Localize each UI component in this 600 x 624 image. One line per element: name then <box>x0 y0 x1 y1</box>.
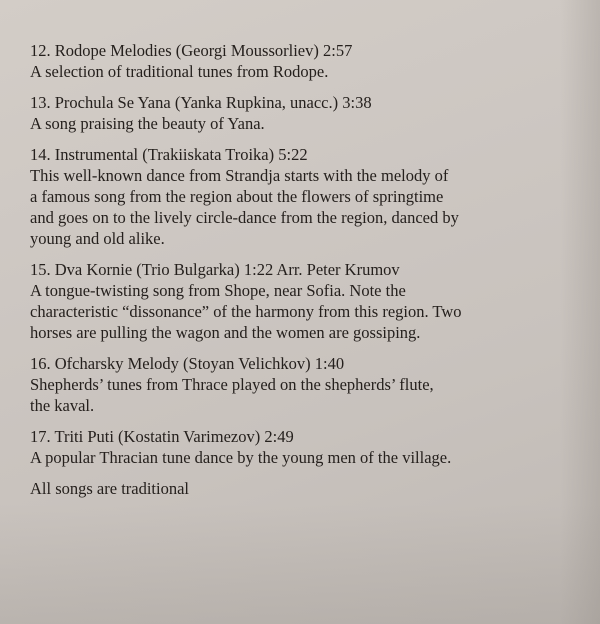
track-title: 12. Rodope Melodies (Georgi Moussorliev) 2:57 <box>30 41 353 60</box>
track-entry-12 <box>30 40 590 82</box>
track-entry-13 <box>30 92 590 134</box>
track-title: 17. Triti Puti (Kostatin Varimezov) 2:49 <box>30 427 294 446</box>
track-description: A tongue-twisting song from Shope, near Sofia. Note the characteristic “dissonance” of the harmony from this region. Two horses are pulling the wagon and the women are gossiping. <box>30 281 462 342</box>
page-shadow-bottom <box>0 504 600 624</box>
track-description: This well-known dance from Strandja starts with the melody of a famous song from the region about the flowers of springtime and goes on to the lively circle-dance from the region, danced by young and old alike. <box>30 166 459 248</box>
track-entry-15 <box>30 259 590 343</box>
track-entry-14 <box>30 144 590 249</box>
track-description: A song praising the beauty of Yana. <box>30 114 265 133</box>
track-title: 16. Ofcharsky Melody (Stoyan Velichkov) 1:40 <box>30 354 345 373</box>
footer-note: All songs are traditional <box>30 479 190 498</box>
track-description: A popular Thracian tune dance by the young men of the village. <box>30 448 452 467</box>
track-description: Shepherds’ tunes from Thrace played on the shepherds’ flute, the kaval. <box>30 375 434 415</box>
track-title: 13. Prochula Se Yana (Yanka Rupkina, unacc.) 3:38 <box>30 93 372 112</box>
track-entry-16 <box>30 353 590 416</box>
track-notes <box>30 40 590 499</box>
track-title: 14. Instrumental (Trakiiskata Troika) 5:22 <box>30 145 308 164</box>
track-entry-17 <box>30 426 590 468</box>
track-title: 15. Dva Kornie (Trio Bulgarka) 1:22 Arr. Peter Krumov <box>30 260 400 279</box>
track-description: A selection of traditional tunes from Rodope. <box>30 62 329 81</box>
